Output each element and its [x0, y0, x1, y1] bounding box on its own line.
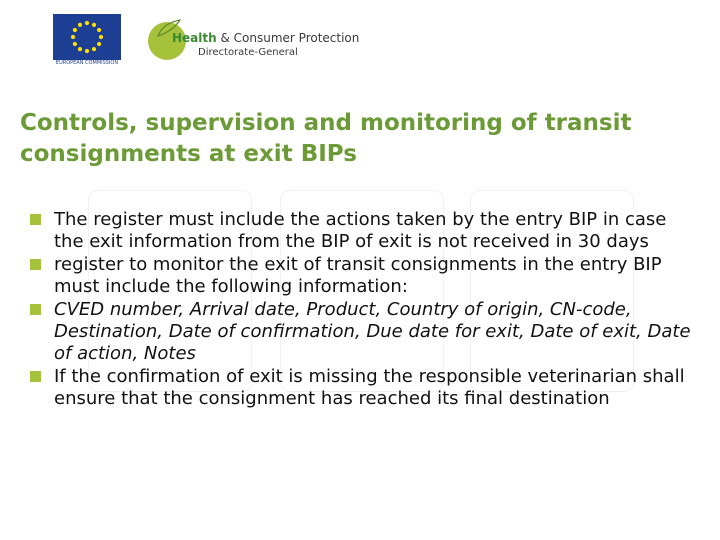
- bullet-square-icon: [30, 304, 41, 315]
- bullet-item: [30, 366, 700, 410]
- european-commission-logo: [53, 14, 121, 66]
- bullet-square-icon: [30, 371, 41, 382]
- bullet-square-icon: [30, 214, 41, 225]
- slide-title: Controls, supervision and monitoring of transit consignments at exit BIPs: [20, 110, 632, 167]
- dg-health-word: Health: [172, 31, 217, 45]
- dg-name: [172, 31, 359, 45]
- bullet-list: [30, 209, 700, 411]
- bullet-item: [30, 254, 700, 298]
- eu-caption: EUROPEAN COMMISSION: [55, 60, 119, 66]
- dg-sanco-logo: [148, 18, 360, 62]
- eu-flag-icon: [53, 14, 121, 60]
- bullet-text: CVED number, Arrival date, Product, Country of origin, CN-code, Destination, Date of confirmation, Due date for exit, Date of exit, Date of action, Notes: [54, 299, 691, 364]
- dg-directorate: Directorate-General: [198, 47, 298, 58]
- bullet-text: register to monitor the exit of transit consignments in the entry BIP must include the following information:: [54, 254, 662, 297]
- bullet-text: The register must include the actions taken by the entry BIP in case the exit information from the BIP of exit is not received in 30 days: [54, 209, 667, 252]
- dg-consumer-protection: & Consumer Protection: [216, 31, 360, 45]
- bullet-item: [30, 209, 700, 253]
- bullet-square-icon: [30, 259, 41, 270]
- eu-stars-icon: [53, 14, 121, 60]
- bullet-text: If the confirmation of exit is missing the responsible veterinarian shall ensure that the consignment has reached its final destination: [54, 366, 685, 409]
- bullet-item: [30, 299, 700, 365]
